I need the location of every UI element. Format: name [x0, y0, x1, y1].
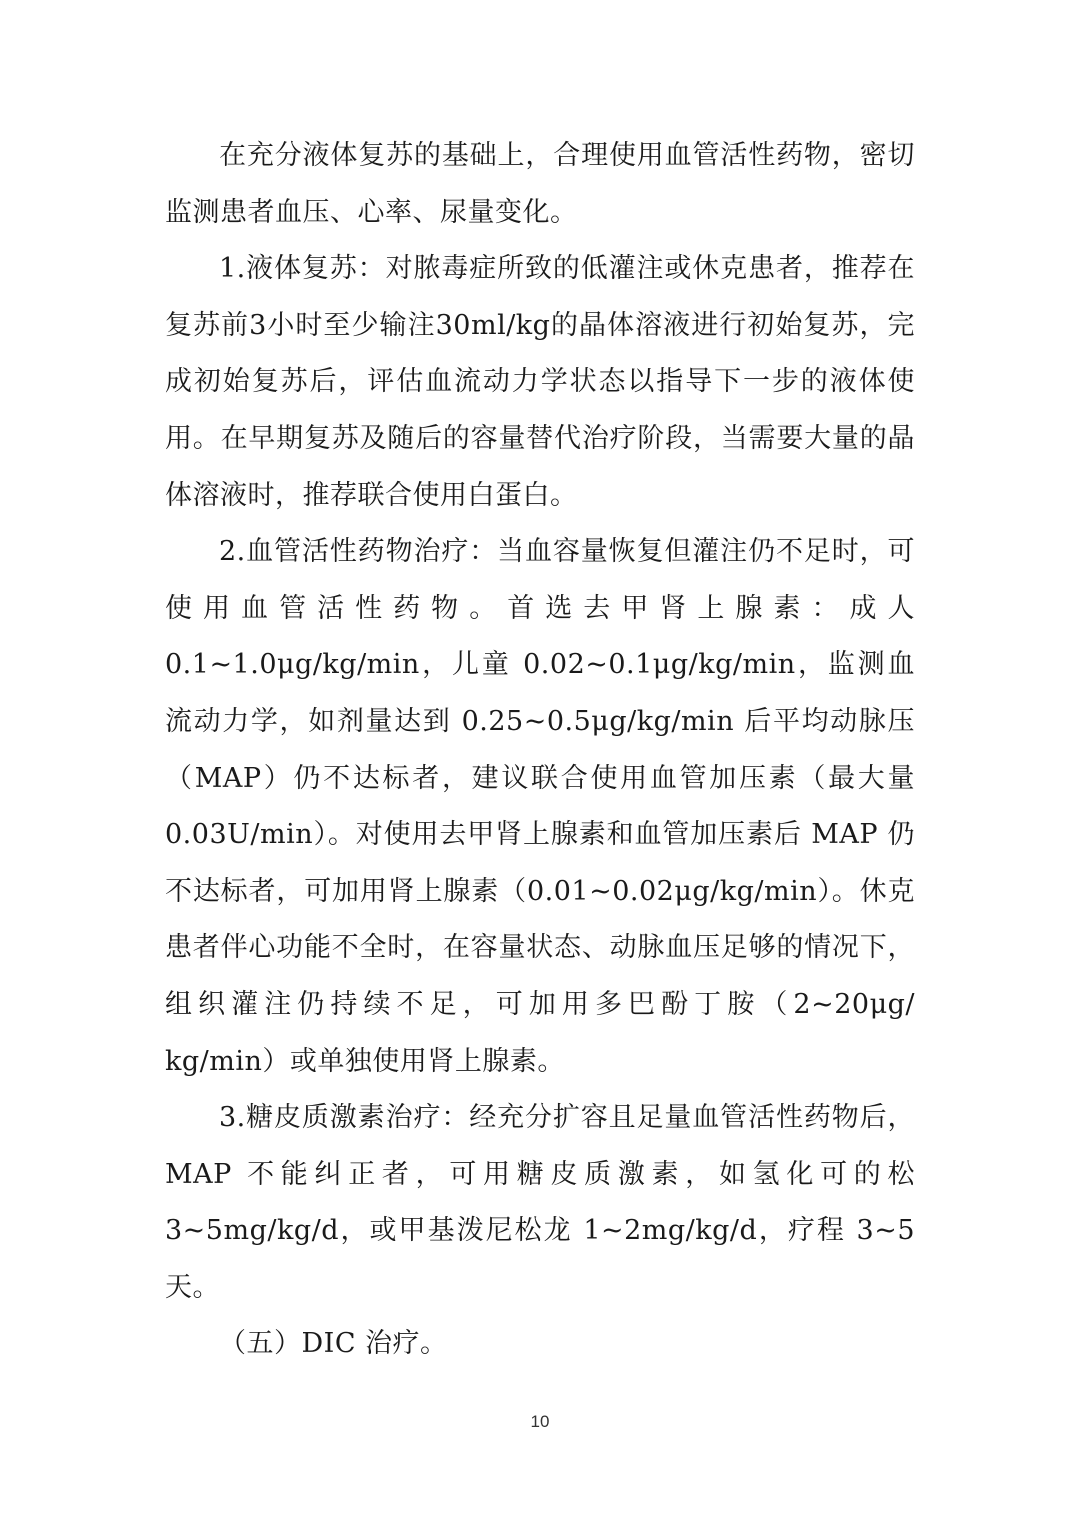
- section-heading-dic: （五）DIC 治疗。: [219, 1328, 448, 1360]
- paragraph-fluid-resuscitation: 1.液体复苏：对脓毒症所致的低灌注或休克患者，推荐在复苏前3小时至少输注30ml/kg的晶体溶液进行初始复苏，完成初始复苏后，评估血流动力学状态以指导下一步的液体使用。在早期复苏及随后的容量替代治疗阶段，当需要大量的晶体溶液时，推荐联合使用白蛋白。: [165, 253, 915, 511]
- paragraph-glucocorticoid-therapy: 3.糖皮质激素治疗：经充分扩容且足量血管活性药物后，MAP 不能纠正者，可用糖皮质激素，如氢化可的松3~5mg/kg/d，或甲基泼尼松龙 1~2mg/kg/d，疗程 3~5 天。: [165, 1102, 915, 1303]
- paragraph-vasoactive-therapy: 2.血管活性药物治疗：当血容量恢复但灌注仍不足时，可使用血管活性药物。首选去甲肾上腺素：成人0.1~1.0μg/kg/min，儿童 0.02~0.1μg/kg/min，监测血流动力学，如剂量达到 0.25~0.5μg/kg/min 后平均动脉压（MAP）仍不达标者，建议联合使用血管加压素（最大量 0.03U/min）。对使用去甲肾上腺素和血管加压素后 MAP 仍不达标者，可加用肾上腺素（0.01~0.02μg/kg/min）。休克患者伴心功能不全时，在容量状态、动脉血压足够的情况下，组织灌注仍持续不足，可加用多巴酚丁胺（2~20μg/ kg/min）或单独使用肾上腺素。: [165, 536, 915, 1077]
- paragraph-intro: 在充分液体复苏的基础上，合理使用血管活性药物，密切监测患者血压、心率、尿量变化。: [165, 140, 915, 228]
- page-number: 10: [530, 1412, 550, 1431]
- document-body: [165, 128, 915, 1373]
